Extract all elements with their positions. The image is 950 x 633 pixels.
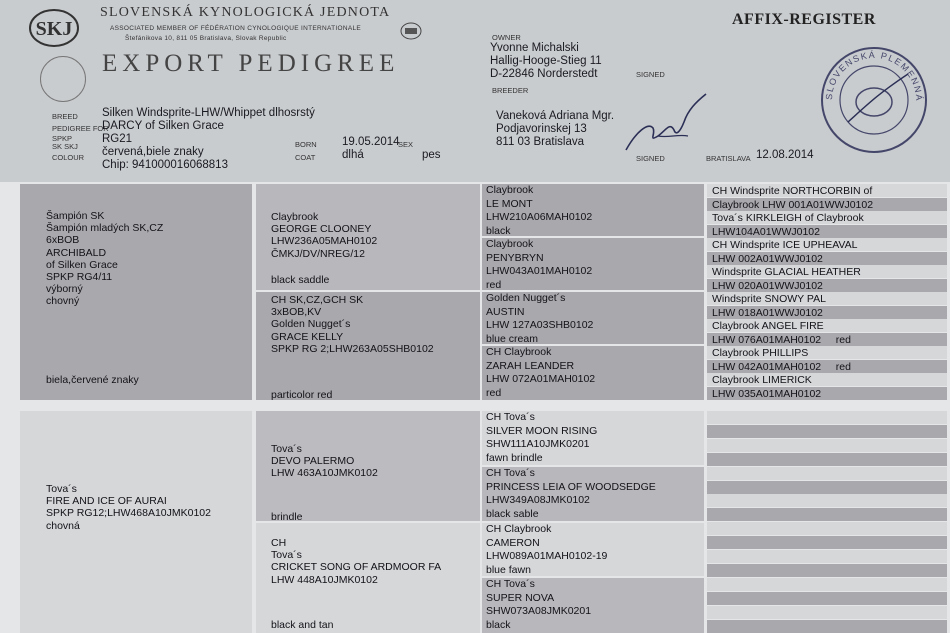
dog-name: DARCY of Silken Grace (102, 120, 224, 132)
gen4-cell (707, 360, 947, 373)
gen4-cell (707, 265, 947, 278)
sex-value: pes (422, 149, 441, 161)
coat-value: dlhá (342, 149, 364, 161)
sire-line: of Silken Grace (46, 258, 118, 271)
official-stamp (818, 44, 930, 156)
gen3-line: LHW349A08JMK0102 (486, 494, 590, 506)
sd-line: GRACE KELLY (271, 330, 344, 343)
dd-colour: black and tan (271, 619, 334, 631)
gen4-line: Claybrook ANGEL FIRE (712, 320, 824, 332)
gen3-line: SILVER MOON RISING (486, 424, 598, 437)
gen4-line: Windsprite SNOWY PAL (712, 293, 826, 305)
gen4-empty-cell (707, 494, 947, 507)
logo-text: SKJ (35, 18, 73, 40)
document-title: EXPORT PEDIGREE (102, 50, 400, 77)
gen4-line: LHW104A01WWJ0102 (712, 225, 820, 238)
gen3-line: PRINCESS LEIA OF WOODSEDGE (486, 480, 656, 493)
sd-line: SPKP RG 2;LHW263A05SHB0102 (271, 342, 434, 355)
gen3-cell (482, 578, 704, 633)
ss-line: Claybrook (271, 211, 319, 223)
gen3-line: black sable (486, 507, 539, 520)
ss-line: ČMKJ/DV/NREG/12 (271, 247, 365, 260)
gen3-line: black (486, 224, 511, 236)
breed-value: Silken Windsprite-LHW/Whippet dlhosrstý (102, 107, 315, 119)
gen3-line: black (486, 618, 511, 631)
skj-logo (28, 8, 80, 48)
gen3-cell (482, 411, 704, 465)
gen3-cell (482, 346, 704, 400)
gen3-line: red (486, 278, 502, 290)
gen4-empty-cell (707, 536, 947, 549)
gen4-empty-cell (707, 425, 947, 438)
owner-city: D-22846 Norderstedt (490, 68, 598, 80)
gen4-cell (707, 387, 947, 400)
colour-label: COLOUR (52, 153, 85, 162)
gen3-line: LHW210A06MAH0102 (486, 211, 593, 223)
ds-colour: brindle (271, 511, 303, 521)
affix-register: AFFIX-REGISTER (732, 11, 876, 28)
gen4-empty-cell (707, 508, 947, 521)
gen3-line: LHW043A01MAH0102 (486, 265, 593, 277)
dog-reg: RG21 (102, 133, 133, 145)
gen3-line: blue cream (486, 332, 538, 344)
breeder-signed-label: SIGNED (636, 154, 665, 163)
dam-sire-cell (256, 411, 480, 521)
ss-line: GEORGE CLOONEY (271, 223, 372, 236)
gen3-line: SUPER NOVA (486, 591, 555, 604)
sire-sire-cell (256, 184, 480, 290)
dog-colour: červená,biele znaky (102, 146, 204, 158)
dog-chip: Chip: 941000016068813 (102, 159, 228, 171)
gen3-cell (482, 523, 704, 576)
dam-dam-cell (256, 523, 480, 633)
dam-cell (20, 411, 252, 633)
gen3-line: AUSTIN (486, 305, 525, 318)
gen4-cell (707, 225, 947, 238)
sire-line: výborný (46, 283, 83, 296)
gen3-line: CH Tova´s (486, 411, 535, 423)
gen3-line: CH Tova´s (486, 578, 535, 590)
sire-line: ARCHIBALD (46, 246, 107, 259)
ss-line: LHW236A05MAH0102 (271, 235, 378, 248)
gen4-empty-cell (707, 467, 947, 480)
dd-line: LHW 448A10JMK0102 (271, 573, 378, 586)
gen4-empty-cell (707, 453, 947, 466)
breeder-name: Vaneková Adriana Mgr. (496, 110, 615, 122)
sire-colour: biela,červené znaky (46, 374, 139, 386)
stamp-text: SLOVENSKÁ PLEMENNÁ (823, 49, 925, 103)
gen4-cell (707, 373, 947, 386)
sd-colour: particolor red (271, 389, 333, 400)
gen4-line: Windsprite GLACIAL HEATHER (712, 266, 861, 278)
org-subtitle: ASSOCIATED MEMBER OF FÉDÉRATION CYNOLOGIQUE INTERNATIONALE (110, 25, 362, 32)
gen3-line: ZARAH LEANDER (486, 359, 575, 372)
spkp-label: SPKP (52, 134, 73, 143)
gen4-line: LHW 002A01WWJ0102 (712, 252, 823, 265)
gen4-cell (707, 211, 947, 224)
gen4-empty-cell (707, 439, 947, 452)
sire-line: Šampión mladých SK,CZ (46, 222, 164, 235)
breed-label: BREED (52, 112, 78, 121)
gen3-line: CH Claybrook (486, 523, 552, 535)
dam-line: FIRE AND ICE OF AURAI (46, 495, 167, 508)
gen4-line: Tova´s KIRKLEIGH of Claybrook (712, 212, 864, 224)
sire-line: chovný (46, 295, 80, 308)
ds-line: LHW 463A10JMK0102 (271, 467, 378, 480)
gen3-line: CH Claybrook (486, 346, 552, 358)
gen4-cell (707, 333, 947, 346)
gen4-line: LHW 076A01MAH0102 red (712, 333, 851, 346)
gen4-line: Claybrook LIMERICK (712, 374, 812, 386)
breeder-city: 811 03 Bratislava (496, 136, 585, 148)
sk-skj-label: SK SKJ (52, 142, 78, 151)
ss-colour: black saddle (271, 274, 330, 286)
fci-logo-icon (400, 22, 422, 40)
gen4-line: Claybrook PHILLIPS (712, 347, 809, 359)
gen4-cell (707, 252, 947, 265)
gen4-cell (707, 346, 947, 359)
gen3-cell (482, 292, 704, 344)
born-label: BORN (295, 140, 317, 149)
gen3-line: LE MONT (486, 197, 533, 210)
sd-line: 3xBOB,KV (271, 306, 322, 319)
dam-line: Tova´s (46, 483, 77, 495)
gen4-empty-cell (707, 620, 947, 633)
ds-line: DEVO PALERMO (271, 455, 355, 468)
gen3-line: Claybrook (486, 184, 534, 196)
gen4-line: CH Windsprite NORTHCORBIN of (712, 185, 873, 197)
gen3-line: Golden Nugget´s (486, 292, 566, 304)
breeder-label: BREEDER (492, 86, 529, 95)
bratislava-label: BRATISLAVA (706, 154, 751, 163)
gen4-cell (707, 279, 947, 292)
gen4-cell (707, 198, 947, 211)
gen3-line: Claybrook (486, 238, 534, 250)
dd-line: CH (271, 537, 287, 549)
gen3-line: LHW089A01MAH0102-19 (486, 550, 608, 562)
gen4-empty-cell (707, 481, 947, 494)
sire-line: Šampión SK (46, 210, 105, 222)
gen3-cell (482, 238, 704, 290)
gen4-line: CH Windsprite ICE UPHEAVAL (712, 239, 858, 251)
sire-cell (20, 184, 252, 400)
gen4-line: LHW 042A01MAH0102 red (712, 360, 851, 373)
gen3-line: SHW073A08JMK0201 (486, 605, 592, 617)
gen4-cell (707, 184, 947, 197)
gen3-line: LHW 072A01MAH0102 (486, 373, 596, 385)
owner-street: Hallig-Hooge-Stieg 11 (490, 55, 602, 67)
gen3-line: LHW 127A03SHB0102 (486, 319, 594, 331)
gen3-line: CH Tova´s (486, 467, 535, 479)
dam-line: SPKP RG12;LHW468A10JMK0102 (46, 507, 211, 520)
gen3-cell (482, 467, 704, 521)
gen4-line: Claybrook LHW 001A01WWJ0102 (712, 198, 874, 211)
gen4-line: LHW 018A01WWJ0102 (712, 306, 823, 319)
gen3-line: red (486, 386, 502, 399)
owner-signed-label: SIGNED (636, 70, 665, 79)
svg-text:SLOVENSKÁ PLEMENNÁ KNIHA PSOV (818, 44, 924, 102)
coat-label: COAT (295, 153, 316, 162)
sire-line: 6xBOB (46, 234, 80, 247)
gen3-line: CAMERON (486, 536, 540, 549)
owner-name: Yvonne Michalski (490, 42, 579, 54)
sire-line: SPKP RG4/11 (46, 271, 113, 284)
gen3-line: blue fawn (486, 563, 531, 576)
gen4-line: LHW 020A01WWJ0102 (712, 279, 823, 292)
signature (618, 92, 718, 156)
sex-label: SEX (398, 140, 414, 149)
sire-dam-cell (256, 292, 480, 400)
dam-line: chovná (46, 519, 80, 532)
org-address: Štefánikova 10, 811 05 Bratislava, Slovak Republic (125, 35, 287, 42)
sd-line: CH SK,CZ,GCH SK (271, 294, 364, 306)
org-name: SLOVENSKÁ KYNOLOGICKÁ JEDNOTA (100, 5, 391, 20)
gen4-empty-cell (707, 522, 947, 535)
gen4-empty-cell (707, 578, 947, 591)
gen4-cell (707, 292, 947, 305)
gen4-line: LHW 035A01MAH0102 (712, 387, 822, 400)
gen4-cell (707, 306, 947, 319)
gen4-empty-cell (707, 592, 947, 605)
owner-label: OWNER (492, 33, 521, 42)
gen4-cell (707, 319, 947, 332)
breeder-street: Podjavorinskej 13 (496, 123, 587, 135)
gen3-line: fawn brindle (486, 451, 543, 464)
gen3-cell (482, 184, 704, 236)
gen3-line: SHW111A10JMK0201 (486, 438, 590, 450)
photo-circle (40, 56, 86, 102)
gen4-empty-cell (707, 606, 947, 619)
gen3-line: PENYBRYN (486, 251, 544, 264)
gen4-empty-cell (707, 550, 947, 563)
gen4-empty-cell (707, 564, 947, 577)
pedigree-for-label: PEDIGREE FOR (52, 124, 109, 133)
ds-line: Tova´s (271, 443, 302, 455)
dd-line: Tova´s (271, 549, 302, 562)
born-value: 19.05.2014 (342, 136, 400, 148)
sd-line: Golden Nugget´s (271, 318, 351, 331)
dd-line: CRICKET SONG OF ARDMOOR FA (271, 561, 442, 574)
gen4-empty-cell (707, 411, 947, 424)
gen4-cell (707, 238, 947, 251)
issue-date: 12.08.2014 (756, 149, 814, 161)
